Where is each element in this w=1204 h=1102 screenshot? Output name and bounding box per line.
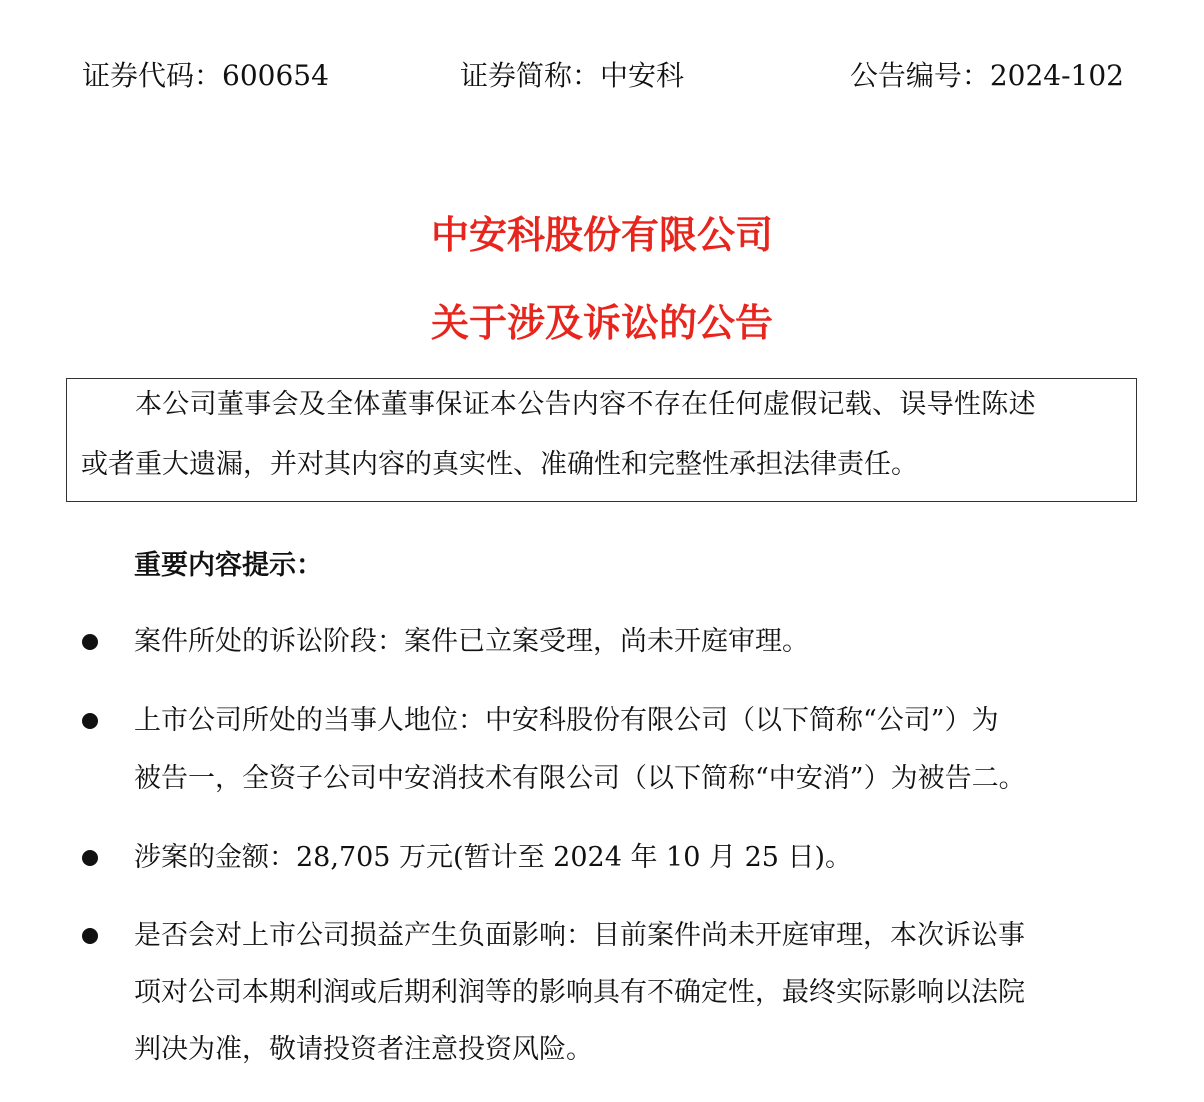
bullet-dot-icon — [82, 634, 98, 650]
key-point-line: 案件所处的诉讼阶段：案件已立案受理，尚未开庭审理。 — [134, 626, 809, 657]
board-statement-box — [66, 378, 1137, 502]
company-name-title: 中安科股份有限公司 — [430, 213, 773, 257]
bullet-dot-icon — [82, 713, 98, 729]
key-point-line: 是否会对上市公司损益产生负面影响：目前案件尚未开庭审理，本次诉讼事 — [134, 920, 1025, 951]
key-point-line: 涉案的金额：28,705 万元(暂计至 2024 年 10 月 25 日)。 — [134, 842, 853, 873]
key-point-line: 被告一，全资子公司中安消技术有限公司（以下简称“中安消”）为被告二。 — [134, 763, 1026, 794]
stock-abbreviation: 证券简称：中安科 — [460, 59, 685, 92]
bullet-dot-icon — [82, 928, 98, 944]
key-point-line: 上市公司所处的当事人地位：中安科股份有限公司（以下简称“公司”）为 — [134, 705, 999, 736]
statement-line: 或者重大遗漏，并对其内容的真实性、准确性和完整性承担法律责任。 — [81, 449, 918, 480]
document-header — [82, 56, 1124, 96]
notice-number: 公告编号：2024-102 — [849, 59, 1124, 92]
key-points-heading: 重要内容提示： — [134, 550, 323, 581]
stock-code: 证券代码：600654 — [82, 59, 329, 92]
key-point-line: 判决为准，敬请投资者注意投资风险。 — [134, 1034, 593, 1065]
statement-line: 本公司董事会及全体董事保证本公告内容不存在任何虚假记载、误导性陈述 — [135, 389, 1036, 420]
notice-title: 关于涉及诉讼的公告 — [430, 301, 773, 345]
bullet-dot-icon — [82, 850, 98, 866]
key-point-line: 项对公司本期利润或后期利润等的影响具有不确定性，最终实际影响以法院 — [134, 977, 1025, 1008]
